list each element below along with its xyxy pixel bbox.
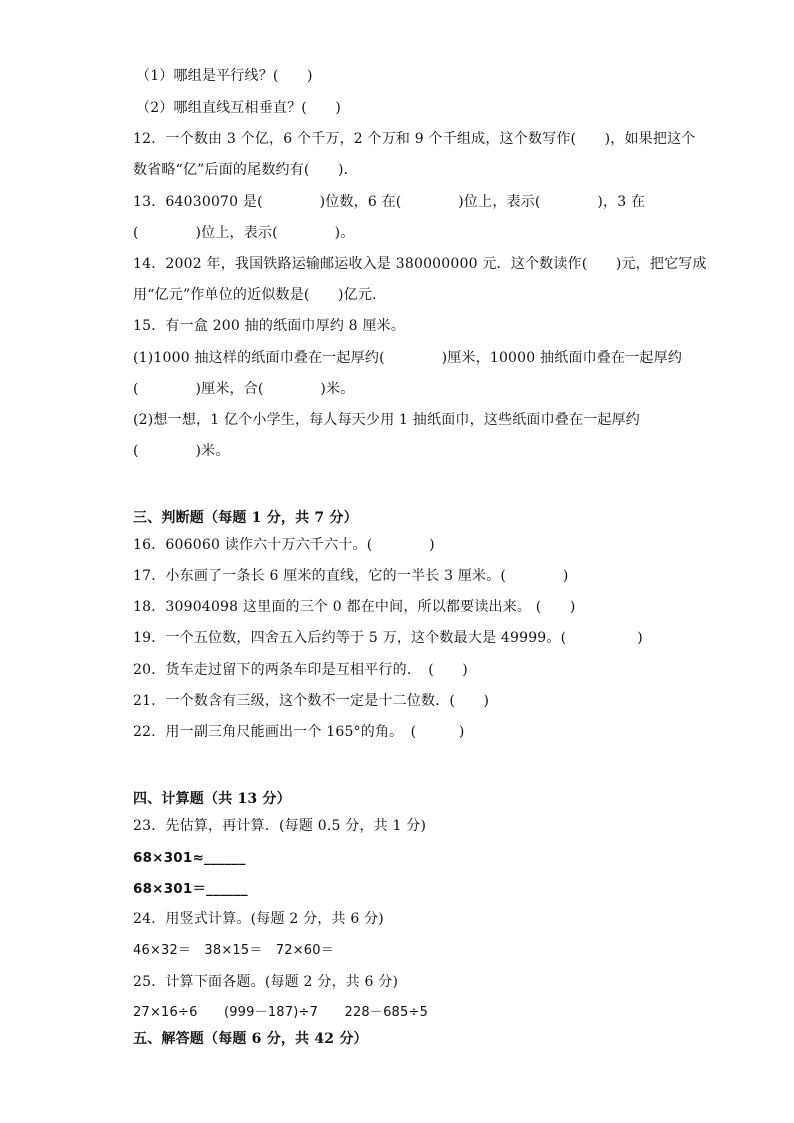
q15-part1-line1: (1)1000 抽这样的纸面巾叠在一起厚约( )厘米，10000 抽纸面巾叠在一起厚约 [133,350,683,366]
q13-line2: ( )位上，表示( )。 [133,225,355,241]
q23-calculate: 68×301＝______ [133,881,248,897]
q14-line1: 14．2002 年，我国铁路运输邮运收入是 380000000 元．这个数读作( )元，把它写成 [133,256,707,272]
q13-line1: 13．64030070 是( )位数，6 在( )位上，表示( )，3 在 [133,194,646,210]
q25-stem: 25．计算下面各题。(每题 2 分，共 6 分) [133,974,399,990]
q24-stem: 24．用竖式计算。(每题 2 分，共 6 分) [133,911,384,927]
q24-expressions: 46×32＝ 38×15＝ 72×60＝ [133,943,334,958]
q19: 19．一个五位数，四舍五入后约等于 5 万，这个数最大是 49999。( ) [133,630,643,646]
q11-part1: （1）哪组是平行线？( ) [136,68,313,84]
section-title-word-problems: 五、解答题（每题 6 分，共 42 分） [133,1031,368,1047]
q12-line1: 12．一个数由 3 个亿，6 个千万，2 个万和 9 个千组成，这个数写作( )，如果把这个 [133,131,696,147]
q17: 17．小东画了一条长 6 厘米的直线，它的一半长 3 厘米。( ) [133,568,569,584]
q21: 21．一个数含有三级，这个数不一定是十二位数．( ) [133,693,490,709]
section-title-judgement: 三、判断题（每题 1 分，共 7 分） [133,510,358,526]
q23-estimate: 68×301≈______ [133,850,246,866]
q22: 22．用一副三角尺能画出一个 165°的角。 ( ) [133,724,465,740]
q15-part1-line2: ( )厘米，合( )米。 [133,381,355,397]
q15-stem: 15．有一盒 200 抽的纸面巾厚约 8 厘米。 [133,318,406,334]
q20: 20．货车走过留下的两条车印是互相平行的． ( ) [133,662,468,678]
q15-part2-line1: (2)想一想，1 亿个小学生，每人每天少用 1 抽纸面巾，这些纸面巾叠在一起厚约 [133,412,640,428]
q15-part2-line2: ( )米。 [133,443,230,459]
q25-expressions: 27×16÷6 (999－187)÷7 228－685÷5 [133,1005,429,1020]
section-title-calculation: 四、计算题（共 13 分） [133,791,291,807]
q14-line2: 用“亿元”作单位的近似数是( )亿元． [133,287,387,303]
q12-line2: 数省略“亿”后面的尾数约有( )． [133,162,358,178]
q11-part2: （2）哪组直线互相垂直？( ) [136,100,342,116]
q18: 18．30904098 这里面的三个 0 都在中间，所以都要读出来。 ( ) [133,599,576,615]
q23-stem: 23．先估算，再计算．(每题 0.5 分，共 1 分) [133,818,427,834]
q16: 16．606060 读作六十万六千六十。( ) [133,537,435,553]
